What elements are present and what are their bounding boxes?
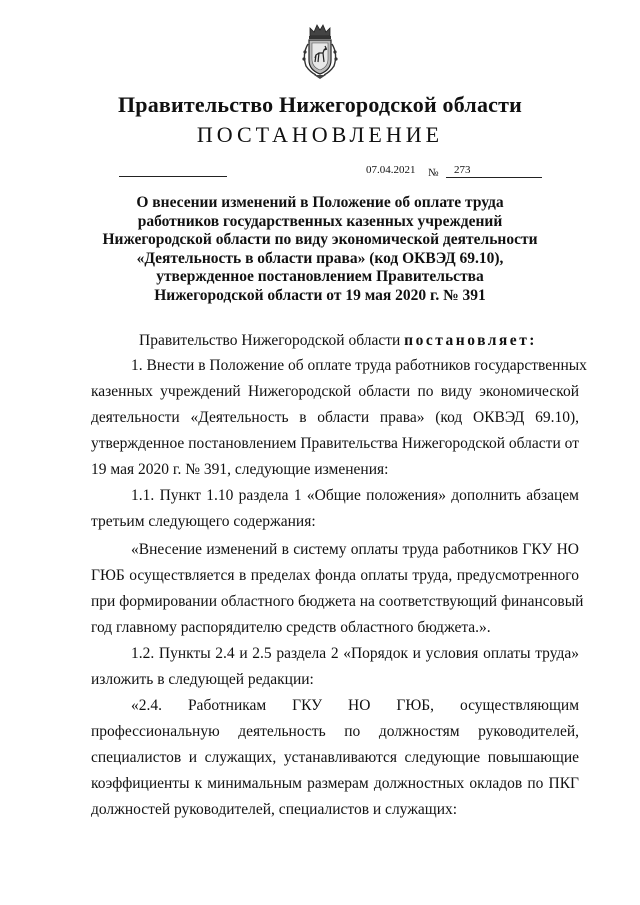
body-line: «Внесение изменений в систему оплаты труда работников ГКУ НО xyxy=(131,541,579,558)
body-line: третьим следующего содержания: xyxy=(91,513,316,530)
intro-prefix: Правительство Нижегородской области xyxy=(139,332,405,349)
body-line: коэффициенты к минимальным размерам должностных окладов по ПКГ xyxy=(91,775,579,792)
title-line: О внесении изменений в Положение об оплате труда xyxy=(136,194,504,211)
body-line: специалистов и служащих, устанавливаются следующие повышающие xyxy=(91,749,579,766)
coat-of-arms-emblem xyxy=(300,22,340,80)
blank-date-line xyxy=(119,176,227,177)
title-line: работников государственных казенных учреждений xyxy=(137,212,503,230)
title-line: утвержденное постановлением Правительства xyxy=(156,268,484,286)
body-line: «2.4. Работникам ГКУ НО ГЮБ, осуществляющим xyxy=(131,697,579,714)
document-number-field xyxy=(446,164,542,178)
body-line: 1. Внести в Положение об оплате труда работников государственных xyxy=(131,357,587,374)
body-line: 19 мая 2020 г. № 391, следующие изменения: xyxy=(91,461,389,478)
body-line: 1.2. Пункты 2.4 и 2.5 раздела 2 «Порядок и условия оплаты труда» xyxy=(131,645,579,662)
document-title xyxy=(60,194,580,306)
title-line: Нижегородской области по виду экономической деятельности xyxy=(102,231,538,249)
intro-paragraph xyxy=(139,332,579,350)
body-line: ГЮБ осуществляется в пределах фонда оплаты труда, предусмотренного xyxy=(91,567,579,584)
body-line: при формировании областного бюджета на соответствующий финансовый xyxy=(91,593,584,610)
body-line: утвержденное постановлением Правительства Нижегородской области от xyxy=(91,435,579,452)
intro-decree-word: постановляет: xyxy=(404,332,537,349)
body-line: профессиональную деятельность по должностям руководителей, xyxy=(91,723,579,740)
document-number: 273 xyxy=(454,164,471,176)
body-line: деятельности «Деятельность в области права» (код ОКВЭД 69.10), xyxy=(91,409,579,426)
number-sign: № xyxy=(428,167,439,179)
body-line: год главному распорядителю средств областного бюджета.». xyxy=(91,619,491,636)
title-line: «Деятельность в области права» (код ОКВЭД 69.10), xyxy=(136,249,504,267)
body-line: должностей руководителей, специалистов и служащих: xyxy=(91,801,458,818)
body-line: изложить в следующей редакции: xyxy=(91,671,314,688)
document-date: 07.04.2021 xyxy=(366,164,416,176)
body-line: 1.1. Пункт 1.10 раздела 1 «Общие положения» дополнить абзацем xyxy=(131,487,579,504)
government-name: Правительство Нижегородской области xyxy=(117,92,522,117)
document-type: ПОСТАНОВЛЕНИЕ xyxy=(196,122,444,147)
title-line: Нижегородской области от 19 мая 2020 г. № 391 xyxy=(154,286,486,304)
body-line: казенных учреждений Нижегородской области по виду экономической xyxy=(91,383,579,400)
